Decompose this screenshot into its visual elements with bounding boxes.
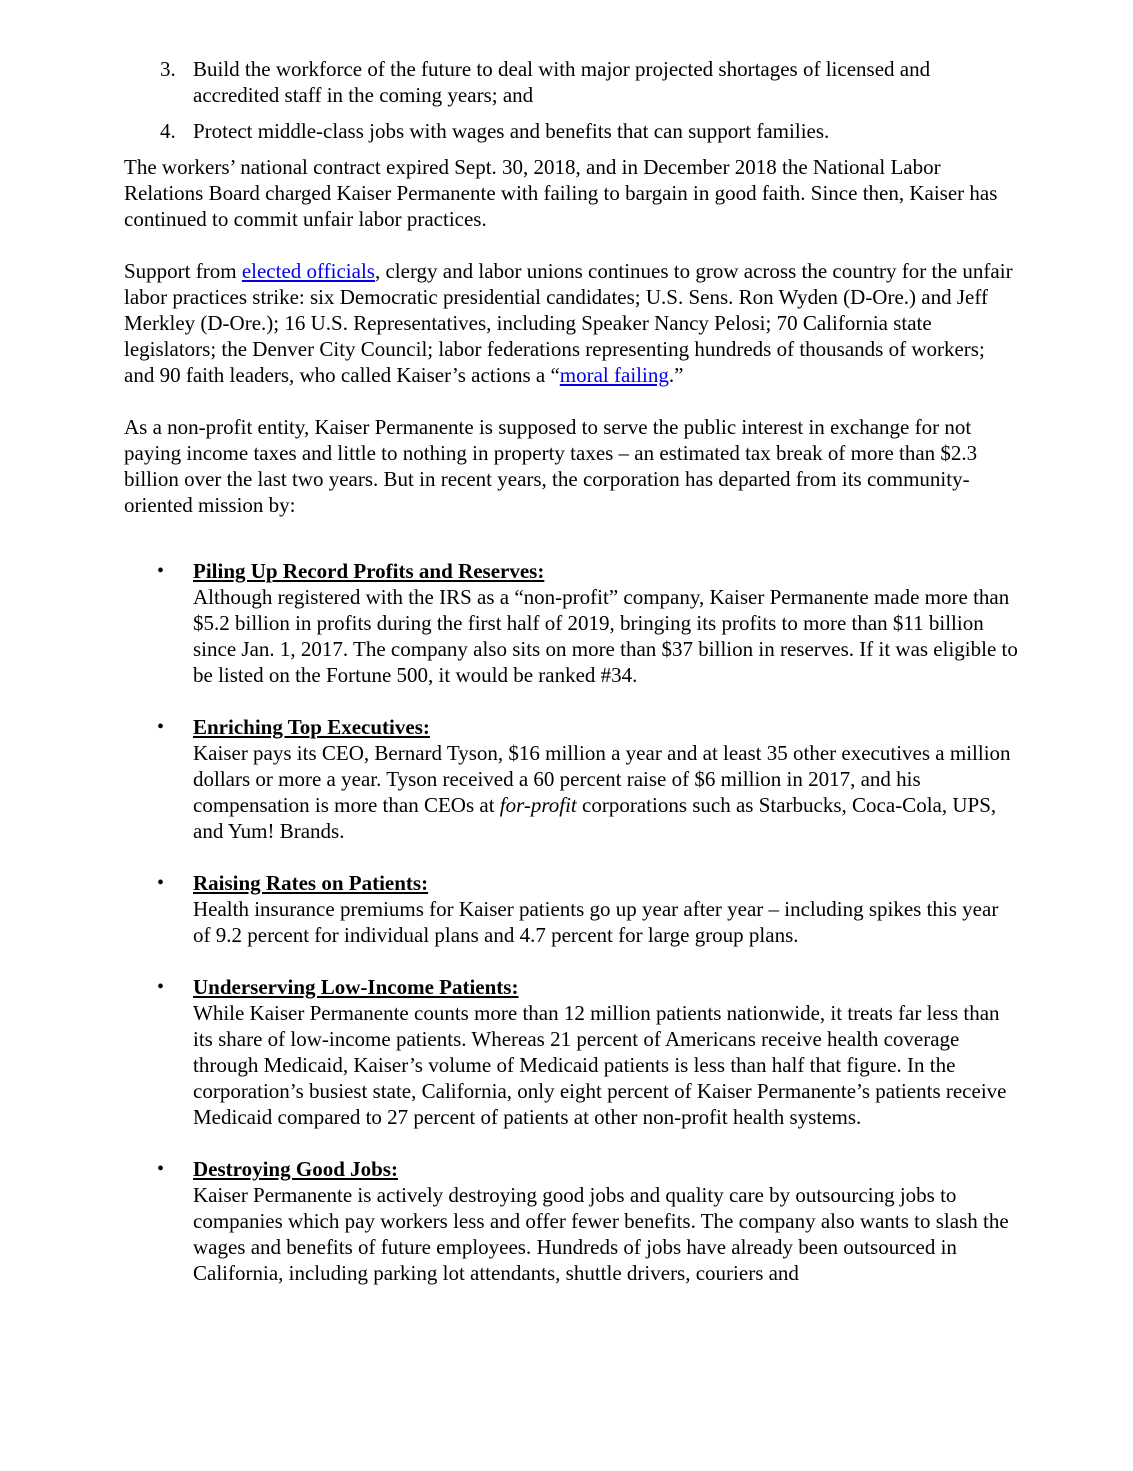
bullet-body: Although registered with the IRS as a “non-profit” company, Kaiser Permanente made more than $5.2 billion in profits during the first half of 2019, bringing its profits to more than $11 billion since Jan. 1, 2017. The company also sits on more than $37 billion in reserves. If it was eligible to be listed on the Fortune 500, it would be ranked #34. <box>193 585 1018 687</box>
bullet-body: Kaiser Permanente is actively destroying good jobs and quality care by outsourcing jobs to companies which pay workers less and offer fewer benefits. The company also wants to slash the wages and benefits of future employees. Hundreds of jobs have already been outsourced in California, including parking lot attendants, shuttle drivers, couriers and <box>193 1183 1009 1285</box>
bullet-heading: Enriching Top Executives: <box>193 715 430 739</box>
bullet-icon: • <box>157 560 165 582</box>
bullet-heading: Underserving Low-Income Patients: <box>193 975 519 999</box>
bullet-heading: Raising Rates on Patients: <box>193 871 429 895</box>
support-text-middle: , clergy and labor unions continues to grow across the country for the unfair labor practices strike: six Democratic presidential candidates; U.S. Sens. Ron Wyden (D-Ore.) and Jeff Merkley (D-Ore.); 16 U.S. Representatives, including Speaker Nancy Pelosi; 70 California state legislators; the Denver City Council; labor federations representing hundreds of thousands of workers; and 90 faith leaders, who called Kaiser’s actions a “ <box>124 259 1013 387</box>
contract-paragraph: The workers’ national contract expired Sept. 30, 2018, and in December 2018 the National Labor Relations Board charged Kaiser Permanente with failing to bargain in good faith. Since then, Kaiser has continued to commit unfair labor practices. <box>124 155 998 231</box>
bullet-icon: • <box>157 976 165 998</box>
bullet-icon: • <box>157 1158 165 1180</box>
bullet-item-low-income <box>124 974 1019 1130</box>
bullet-item-rates <box>124 870 1019 948</box>
moral-failing-link[interactable]: moral failing <box>559 363 669 387</box>
support-paragraph <box>124 258 1019 388</box>
support-text-end: .” <box>668 363 684 387</box>
elected-officials-link[interactable]: elected officials <box>241 259 375 283</box>
numbered-item-text: Protect middle-class jobs with wages and benefits that can support families. <box>193 119 830 143</box>
bullet-item-jobs <box>124 1156 1019 1286</box>
bullet-body: While Kaiser Permanente counts more than 12 million patients nationwide, it treats far less than its share of low-income patients. Whereas 21 percent of Americans receive health coverage through Medicaid, Kaiser’s volume of Medicaid patients is less than half that figure. In the corporation’s busiest state, California, only eight percent of Kaiser Permanente’s patients receive Medicaid compared to 27 percent of patients at other non-profit health systems. <box>193 1001 1007 1129</box>
bullet-list <box>124 558 1019 1286</box>
numbered-item-marker: 3. <box>160 57 176 81</box>
bullet-icon: • <box>157 872 165 894</box>
numbered-item <box>124 118 1019 144</box>
bullet-icon: • <box>157 716 165 738</box>
bullet-item-profits <box>124 558 1019 688</box>
bullet-body-start: Kaiser pays its CEO, Bernard Tyson, $16 million a year and at least 35 other executives a million dollars or more a year. Tyson received a 60 percent raise of $6 million in 2017, and his compensation is more than CEOs at <box>193 741 1011 817</box>
numbered-item-marker: 4. <box>160 119 176 143</box>
bullet-body <box>193 740 1019 844</box>
support-text-start: Support from <box>124 259 242 283</box>
nonprofit-paragraph: As a non-profit entity, Kaiser Permanente is supposed to serve the public interest in exchange for not paying income taxes and little to nothing in property taxes – an estimated tax break of more than $2.3 billion over the last two years. But in recent years, the corporation has departed from its community-oriented mission by: <box>124 415 978 517</box>
bullet-heading: Destroying Good Jobs: <box>193 1157 398 1181</box>
numbered-item <box>124 56 1019 108</box>
numbered-list <box>124 56 1019 144</box>
bullet-body-italic: for-profit <box>499 793 577 817</box>
bullet-heading: Piling Up Record Profits and Reserves: <box>193 559 545 583</box>
bullet-body: Health insurance premiums for Kaiser patients go up year after year – including spikes this year of 9.2 percent for individual plans and 4.7 percent for large group plans. <box>193 897 999 947</box>
bullet-body-end: corporations such as Starbucks, Coca-Cola, UPS, and Yum! Brands. <box>193 793 997 843</box>
document-page <box>124 56 1019 1312</box>
bullet-item-executives <box>124 714 1019 844</box>
numbered-item-text: Build the workforce of the future to deal with major projected shortages of licensed and accredited staff in the coming years; and <box>193 57 931 107</box>
